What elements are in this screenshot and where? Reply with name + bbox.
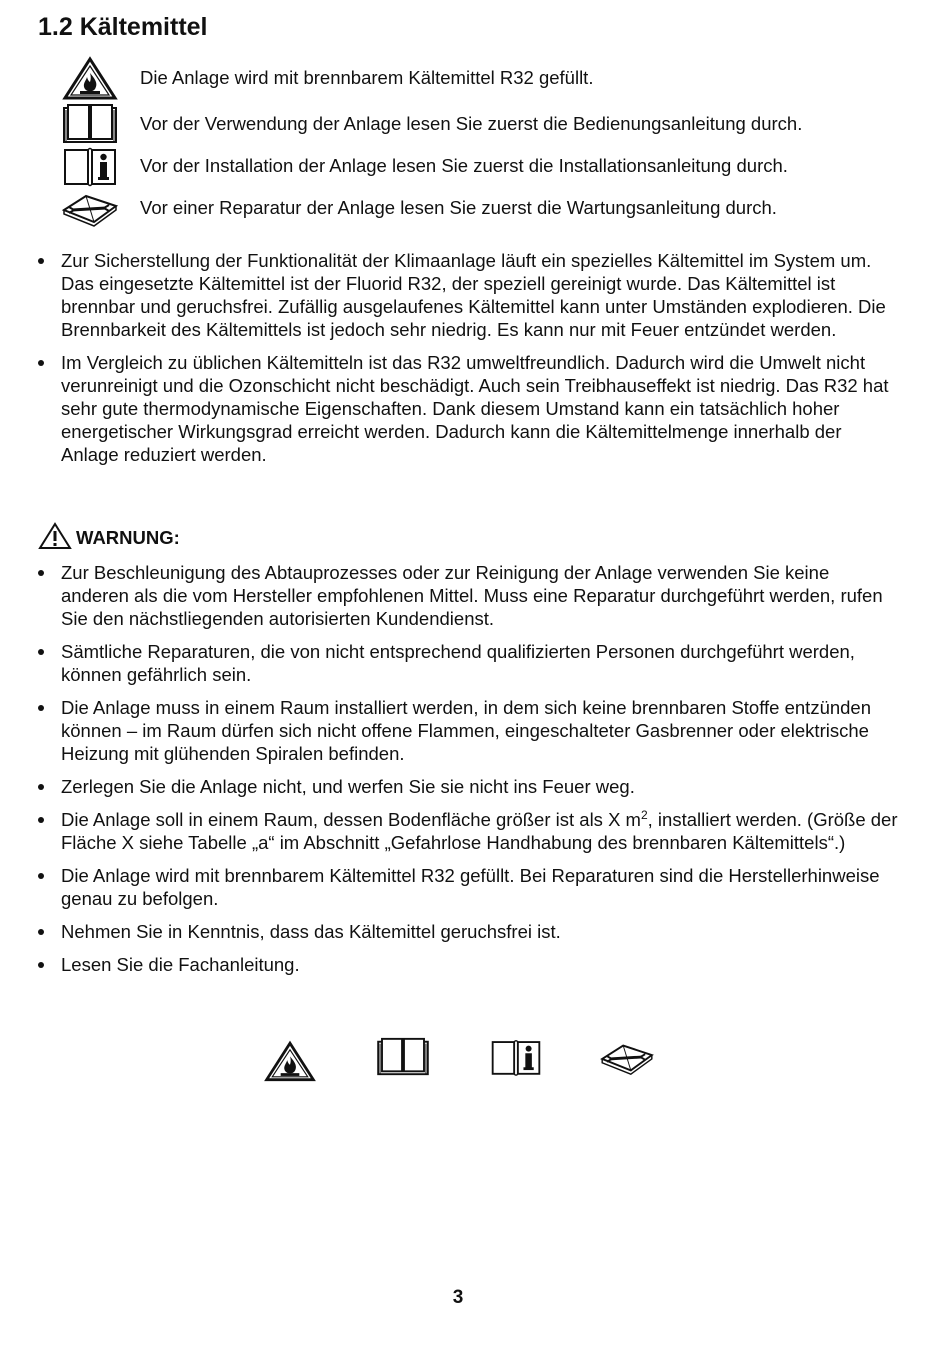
list-item: Im Vergleich zu üblichen Kältemitteln ist das R32 umweltfreundlich. Dadurch wird die Umwelt nicht verunreinigt und die Ozonschicht nicht beschädigt. Auch sein Treibhauseffekt ist niedrig. Das R32 hat sehr gute thermodynamische Eigenschaften. Dank diesem Umstand kann ein tatsächlich hoher energetischer Wirkungsgrad erreicht werden. Dadurch kann die Kältemittelmenge innerhalb der Anlage reduziert werden. [0, 351, 900, 466]
operating-manual-icon [374, 1036, 432, 1078]
bullet-icon [38, 962, 44, 968]
warning-bullet-list [0, 561, 900, 986]
list-item: Sämtliche Reparaturen, die von nicht entsprechend qualifizierten Personen durchgeführt werden, können gefährlich sein. [0, 640, 900, 686]
bullet-icon [38, 570, 44, 576]
symbol-text: Die Anlage wird mit brennbarem Kältemittel R32 gefüllt. [140, 67, 594, 88]
bullet-icon [38, 873, 44, 879]
section-heading: 1.2 Kältemittel [38, 13, 208, 41]
service-manual-icon [60, 186, 120, 230]
bullet-icon [38, 258, 44, 264]
installation-manual-icon [488, 1036, 544, 1078]
bullet-icon [38, 649, 44, 655]
list-item: Die Anlage muss in einem Raum installiert werden, in dem sich keine brennbaren Stoffe entzünden können – im Raum dürfen sich nicht offene Flammen, eingeschalteter Gasbrenner oder elektrische Heizung mit glühenden Spiralen befinden. [0, 696, 900, 765]
bottom-icon-row [0, 1036, 950, 1088]
symbol-text: Vor einer Reparatur der Anlage lesen Sie zuerst die Wartungsanleitung durch. [140, 197, 777, 218]
list-item: Die Anlage wird mit brennbarem Kältemittel R32 gefüllt. Bei Reparaturen sind die Herstellerhinweise genau zu befolgen. [0, 864, 900, 910]
list-item: Lesen Sie die Fachanleitung. [0, 953, 900, 976]
symbol-text: Vor der Verwendung der Anlage lesen Sie zuerst die Bedienungsanleitung durch. [140, 113, 803, 134]
bullet-icon [38, 784, 44, 790]
flammable-warning-icon [60, 56, 120, 100]
installation-manual-icon [60, 144, 120, 188]
operating-manual-icon [60, 102, 120, 146]
symbol-text: Vor der Installation der Anlage lesen Sie zuerst die Installationsanleitung durch. [140, 155, 788, 176]
bullet-icon [38, 705, 44, 711]
page-number: 3 [452, 1287, 464, 1308]
list-item: Die Anlage soll in einem Raum, dessen Bodenfläche größer ist als X $m^2$, installiert werden. (Größe der Fläche X siehe Tabelle „a“ im Abschnitt „Gefahrlose Handhabung des brennbaren Kältemittels“.) [0, 808, 900, 854]
flammable-warning-icon [262, 1036, 318, 1086]
list-item: Zur Sicherstellung der Funktionalität der Klimaanlage läuft ein spezielles Kältemittel im System um. Das eingesetzte Kältemittel ist der Fluorid R32, der speziell gereinigt wurde. Das Kältemittel ist brennbar und geruchsfrei. Zufällig ausgelaufenes Kältemittel kann unter Umständen explodieren. Die Brennbarkeit des Kältemittels ist jedoch sehr niedrig. Es kann nur mit Feuer entzündet werden. [0, 249, 900, 341]
warning-label: WARNUNG: [76, 527, 180, 548]
bullet-icon [38, 817, 44, 823]
intro-bullet-list [0, 249, 900, 476]
list-item: Nehmen Sie in Kenntnis, dass das Kältemittel geruchsfrei ist. [0, 920, 900, 943]
list-item: Zur Beschleunigung des Abtauprozesses oder zur Reinigung der Anlage verwenden Sie keine anderen als die vom Hersteller empfohlenen Mittel. Muss eine Reparatur durchgeführt werden, rufen Sie den nächstliegenden autorisierten Kundendienst. [0, 561, 900, 630]
warning-triangle-icon [38, 522, 72, 550]
bullet-icon [38, 929, 44, 935]
bullet-icon [38, 360, 44, 366]
service-manual-icon [596, 1036, 658, 1078]
list-item: Zerlegen Sie die Anlage nicht, und werfen Sie sie nicht ins Feuer weg. [0, 775, 900, 798]
